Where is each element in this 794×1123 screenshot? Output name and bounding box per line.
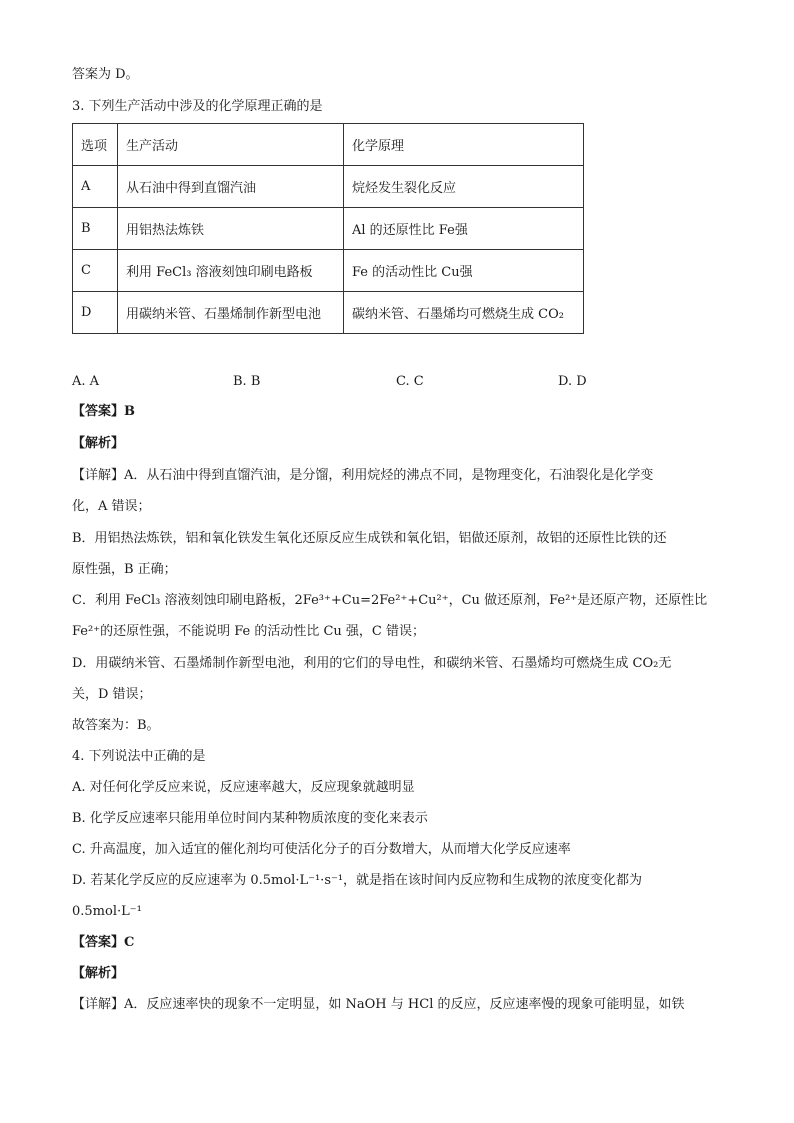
question-3-option-c: C. C [396, 374, 424, 389]
question-3-detail-line: Fe²⁺的还原性强，不能说明 Fe 的活动性比 Cu 强，C 错误； [72, 624, 426, 639]
table-cell: Al 的还原性比 Fe强 [344, 208, 584, 250]
question-3-detail-line: C．利用 FeCl₃ 溶液刻蚀印刷电路板，2Fe³⁺+Cu=2Fe²⁺+Cu²⁺，Cu 做还原剂，Fe²⁺是还原产物，还原性比 [72, 593, 708, 608]
table-header-cell: 选项 [73, 124, 118, 166]
table-header-row [73, 124, 584, 166]
previous-answer: 答案为 D。 [72, 67, 139, 82]
question-3-detail-line: 原性强，B 正确； [72, 562, 177, 577]
table-header-cell: 生产活动 [118, 124, 344, 166]
question-3-stem: 3. 下列生产活动中涉及的化学原理正确的是 [72, 99, 323, 114]
question-4-option-d-continued: 0.5mol·L⁻¹ [72, 904, 142, 919]
question-3-answer-label: 【答案】B [72, 404, 135, 419]
table-cell: C [73, 250, 118, 292]
table-row [73, 250, 584, 292]
question-3-conclusion: 故答案为：B。 [72, 718, 160, 733]
question-3-detail-line: 关，D 错误； [72, 687, 152, 702]
question-4-option-b: B. 化学反应速率只能用单位时间内某种物质浓度的变化来表示 [72, 811, 428, 826]
question-3-option-d: D. D [558, 374, 587, 389]
table-cell: 烷烃发生裂化反应 [344, 166, 584, 208]
question-3-table [72, 123, 584, 334]
table-header-cell: 化学原理 [344, 124, 584, 166]
table-cell: D [73, 292, 118, 334]
question-3-detail-line: B．用铝热法炼铁，铝和氧化铁发生氧化还原反应生成铁和氧化铝，铝做还原剂，故铝的还原性比铁的还 [72, 531, 667, 546]
question-3-detail-line: 化，A 错误； [72, 499, 151, 514]
question-3-option-a: A. A [72, 374, 100, 389]
table-row [73, 208, 584, 250]
question-3-detail-line: 【详解】A．从石油中得到直馏汽油，是分馏，利用烷烃的沸点不同，是物理变化，石油裂化是化学变 [72, 468, 654, 483]
question-4-option-d: D. 若某化学反应的反应速率为 0.5mol·L⁻¹·s⁻¹，就是指在该时间内反应物和生成物的浓度变化都为 [72, 873, 643, 888]
table-cell: 碳纳米管、石墨烯均可燃烧生成 CO₂ [344, 292, 584, 334]
table-cell: A [73, 166, 118, 208]
question-4-detail-line: 【详解】A．反应速率快的现象不一定明显，如 NaOH 与 HCl 的反应，反应速率慢的现象可能明显，如铁 [72, 997, 685, 1012]
question-4-answer-label: 【答案】C [72, 935, 135, 950]
question-3-option-b: B. B [233, 374, 261, 389]
question-3-analysis-label: 【解析】 [72, 436, 125, 451]
table-cell: 用铝热法炼铁 [118, 208, 344, 250]
table-cell: 用碳纳米管、石墨烯制作新型电池 [118, 292, 344, 334]
question-4-option-c: C. 升高温度，加入适宜的催化剂均可使活化分子的百分数增大，从而增大化学反应速率 [72, 842, 571, 857]
table-cell: 从石油中得到直馏汽油 [118, 166, 344, 208]
question-4-stem: 4. 下列说法中正确的是 [72, 749, 206, 764]
table-cell: Fe 的活动性比 Cu强 [344, 250, 584, 292]
table-cell: B [73, 208, 118, 250]
question-4-option-a: A. 对任何化学反应来说，反应速率越大，反应现象就越明显 [72, 780, 415, 795]
table-cell: 利用 FeCl₃ 溶液刻蚀印刷电路板 [118, 250, 344, 292]
question-4-analysis-label: 【解析】 [72, 966, 125, 981]
table-row [73, 166, 584, 208]
table-row [73, 292, 584, 334]
question-3-detail-line: D．用碳纳米管、石墨烯制作新型电池，利用的它们的导电性，和碳纳米管、石墨烯均可燃烧生成 CO₂无 [72, 656, 672, 671]
